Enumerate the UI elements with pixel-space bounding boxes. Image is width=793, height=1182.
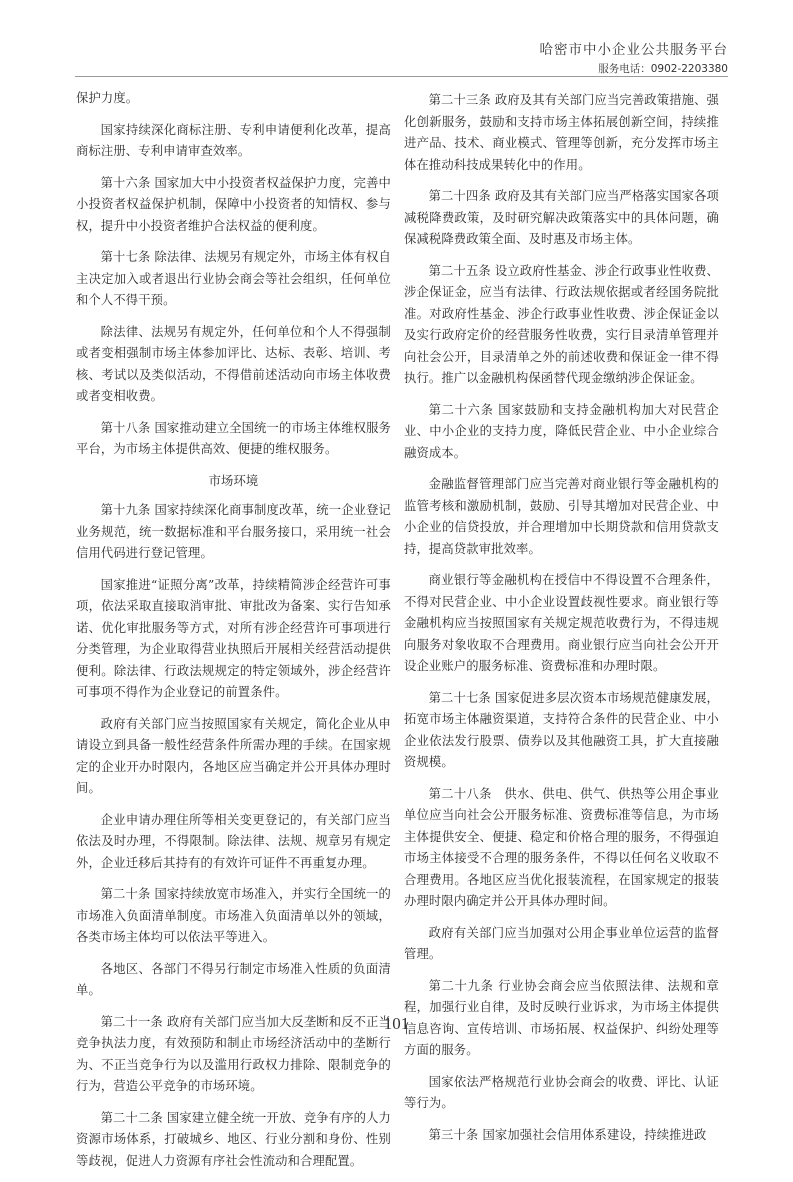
paragraph: 第二十一条 政府有关部门应当加大反垄断和反不正当竞争执法力度，有效预防和制止市场经济活动中的垄断行为、不正当竞争行为以及滥用行政权力排除、限制竞争的行为，营造公平竞争的市场环境。 xyxy=(76,1014,391,1093)
paragraph: 国家依法严格规范行业协会商会的收费、评比、认证等行为。 xyxy=(404,1074,719,1110)
paragraph: 第二十五条 设立政府性基金、涉企行政事业性收费、涉企保证金，应当有法律、行政法规依据或者经国务院批准。对政府性基金、涉企行政事业性收费、涉企保证金以及实行政府定价的经营服务性收费，实行目录清单管理并向社会公开，目录清单之外的前述收费和保证金一律不得执行。推广以金融机构保函替代现金缴纳涉企保证金。 xyxy=(404,263,719,385)
paragraph: 政府有关部门应当加强对公用企事业单位运营的监督管理。 xyxy=(404,925,719,961)
right-column xyxy=(404,90,719,1156)
paragraph: 第十八条 国家推动建立全国统一的市场主体维权服务平台，为市场主体提供高效、便捷的维权服务。 xyxy=(76,420,391,456)
paragraph: 除法律、法规另有规定外，任何单位和个人不得强制或者变相强制市场主体参加评比、达标、表彰、培训、考核、考试以及类似活动，不得借前述活动向市场主体收费或者变相收费。 xyxy=(76,324,391,403)
paragraph: 第二十条 国家持续放宽市场准入，并实行全国统一的市场准入负面清单制度。市场准入负面清单以外的领域，各类市场主体均可以依法平等进入。 xyxy=(76,887,391,944)
section-heading: 市场环境 xyxy=(208,473,259,488)
page-number: 101 xyxy=(383,1014,410,1033)
header-service-phone: 服务电话：0902-2203380 xyxy=(598,63,728,75)
paragraph: 第十六条 国家加大中小投资者权益保护力度，完善中小投资者权益保护机制，保障中小投资者的知情权、参与权，提升中小投资者维护合法权益的便利度。 xyxy=(76,175,391,233)
paragraph: 政府有关部门应当按照国家有关规定，简化企业从申请设立到具备一般性经营条件所需办理的手续。在国家规定的企业开办时限内，各地区应当确定并公开具体办理时间。 xyxy=(76,716,391,795)
paragraph: 第十九条 国家持续深化商事制度改革，统一企业登记业务规范，统一数据标准和平台服务接口，采用统一社会信用代码进行登记管理。 xyxy=(76,503,391,560)
paragraph: 保护力度。 xyxy=(76,91,139,105)
paragraph: 金融监督管理部门应当完善对商业银行等金融机构的监管考核和激励机制，鼓励、引导其增加对民营企业、中小企业的信贷投放，并合理增加中长期贷款和信用贷款支持，提高贷款审批效率。 xyxy=(404,477,719,556)
paragraph: 第二十八条 供水、供电、供气、供热等公用企事业单位应当向社会公开服务标准、资费标准等信息，为市场主体提供安全、便捷、稳定和价格合理的服务，不得强迫市场主体接受不合理的服务条件，不得以任何名义收取不合理费用。各地区应当优化报装流程，在国家规定的报装办理时限内确定并公开具体办理时间。 xyxy=(404,786,719,908)
header-org-name: 哈密市中小企业公共服务平台 xyxy=(539,42,728,58)
paragraph: 国家推进“证照分离”改革，持续精简涉企经营许可事项，依法采取直接取消审批、审批改为备案、实行告知承诺、优化审批服务等方式，对所有涉企经营许可事项进行分类管理，为企业取得营业执照后开展相关经营活动提供便利。除法律、行政法规规定的特定领域外，涉企经营许可事项不得作为企业登记的前置条件。 xyxy=(76,577,391,699)
paragraph: 第三十条 国家加强社会信用体系建设，持续推进政 xyxy=(428,1127,707,1142)
paragraph: 第二十七条 国家促进多层次资本市场规范健康发展，拓宽市场主体融资渠道，支持符合条件的民营企业、中小企业依法发行股票、债券以及其他融资工具，扩大直接融资规模。 xyxy=(404,690,719,769)
paragraph: 第二十二条 国家建立健全统一开放、竞争有序的人力资源市场体系，打破城乡、地区、行业分割和身份、性别等歧视，促进人力资源有序社会性流动和合理配置。 xyxy=(76,1110,391,1168)
paragraph: 国家持续深化商标注册、专利申请便利化改革，提高商标注册、专利申请审查效率。 xyxy=(76,122,391,158)
paragraph: 第二十四条 政府及其有关部门应当严格落实国家各项减税降费政策，及时研究解决政策落实中的具体问题，确保减税降费政策全面、及时惠及市场主体。 xyxy=(404,189,719,246)
paragraph: 企业申请办理住所等相关变更登记的，有关部门应当依法及时办理，不得限制。除法律、法规、规章另有规定外，企业迁移后其持有的有效许可证件不再重复办理。 xyxy=(76,812,391,870)
page-header xyxy=(540,38,729,76)
paragraph: 商业银行等金融机构在授信中不得设置不合理条件，不得对民营企业、中小企业设置歧视性要求。商业银行等金融机构应当按照国家有关规定规范收费行为，不得违规向服务对象收取不合理费用。商业银行应当向社会公开开设企业账户的服务标准、资费标准和办理时限。 xyxy=(404,573,719,673)
paragraph: 第二十六条 国家鼓励和支持金融机构加大对民营企业、中小企业的支持力度，降低民营企业、中小企业综合融资成本。 xyxy=(404,402,719,460)
header-rule xyxy=(75,76,728,77)
paragraph: 第二十三条 政府及其有关部门应当完善政策措施、强化创新服务，鼓励和支持市场主体拓展创新空间，持续推进产品、技术、商业模式、管理等创新，充分发挥市场主体在推动科技成果转化中的作用。 xyxy=(404,93,719,172)
paragraph: 第十七条 除法律、法规另有规定外，市场主体有权自主决定加入或者退出行业协会商会等社会组织，任何单位和个人不得干预。 xyxy=(76,250,391,307)
paragraph: 各地区、各部门不得另行制定市场准入性质的负面清单。 xyxy=(76,961,391,997)
paragraph: 第二十九条 行业协会商会应当依照法律、法规和章程，加强行业自律，及时反映行业诉求，为市场主体提供信息咨询、宣传培训、市场拓展、权益保护、纠纷处理等方面的服务。 xyxy=(404,978,719,1057)
